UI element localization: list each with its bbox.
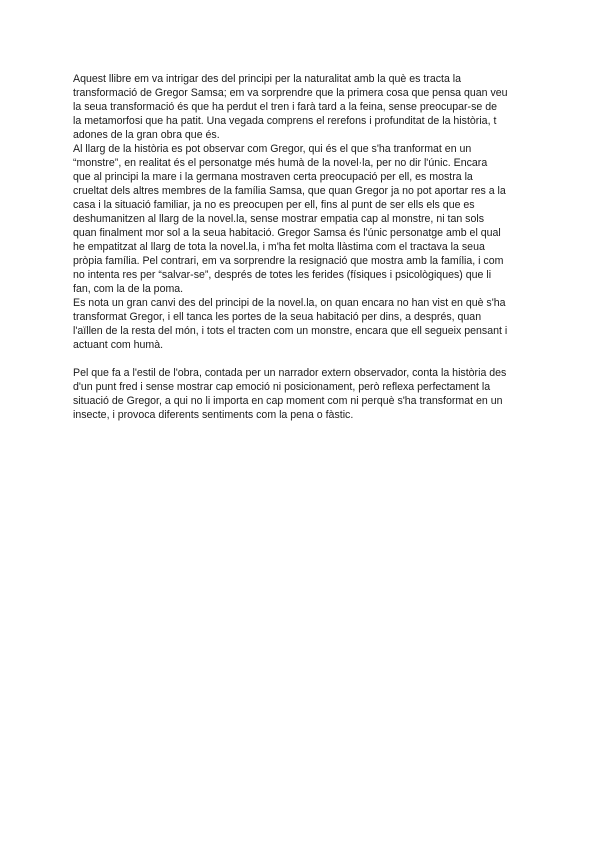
text-line: pròpia família. Pel contrari, em va sorprendre la resignació que mostra amb la família, i com (73, 255, 504, 267)
text-line: Pel que fa a l'estil de l'obra, contada per un narrador extern observador, conta la història des (73, 367, 507, 379)
text-line: Al llarg de la història es pot observar com Gregor, qui és el que s'ha tranformat en un (73, 143, 472, 155)
text-line: la seua transformació és que ha perdut el tren i farà tard a la feina, sense preocupar-se de (73, 101, 497, 113)
text-line: “monstre”, en realitat és el personatge més humà de la novel·la, per no dir l'únic. Encara (73, 157, 488, 169)
text-line: que al principi la mare i la germana mostraven certa preocupació per ell, es mostra la (73, 171, 473, 183)
text-line: deshumanitzen al llarg de la novel.la, sense mostrar empatia cap al monstre, ni tan sols (73, 213, 485, 225)
text-line: insecte, i provoca diferents sentiments com la pena o fàstic. (73, 409, 354, 421)
text-line: quan finalment mor sol a la seua habitació. Gregor Samsa és l'únic personatge amb el qual (73, 227, 501, 239)
text-line: d'un punt fred i sense mostrar cap emoció ni posicionament, però reflexa perfectament la (73, 381, 491, 393)
text-line: situació de Gregor, a qui no li importa en cap moment com ni perquè s'ha transformat en un (73, 395, 503, 407)
text-line: he empatitzat al llarg de tota la novel.la, i m'ha fet molta llàstima com el tractava la seua (73, 241, 485, 253)
text-line: adones de la gran obra que és. (73, 129, 220, 141)
text-line: fan, com la de la poma. (73, 283, 184, 295)
text-line: transformació de Gregor Samsa; em va sorprendre que la primera cosa que pensa quan veu (73, 87, 508, 99)
text-line: Es nota un gran canvi des del principi de la novel.la, on quan encara no han vist en què s'ha (73, 297, 506, 309)
text-line: l'aïllen de la resta del món, i tots el tracten com un monstre, encara que ell segueix pensant i (73, 325, 508, 337)
text-line: Aquest llibre em va intrigar des del principi per la naturalitat amb la què es tracta la (73, 73, 462, 85)
text-line: no intenta res per “salvar-se”, després de totes les ferides (físiques i psicològiques) que li (73, 269, 492, 281)
text-line: actuant com humà. (73, 339, 164, 351)
text-line: crueltat dels altres membres de la família Samsa, que quan Gregor ja no pot aportar res a la (73, 185, 506, 197)
text-line: casa i la situació familiar, ja no es preocupen per ell, fins al punt de ser ells els que es (73, 199, 475, 211)
text-line: transformat Gregor, i ell tanca les portes de la seua habitació per dins, a després, quan (73, 311, 482, 323)
text-line: la metamorfosi que ha patit. Una vegada comprens el rerefons i profunditat de la història, t (73, 115, 497, 127)
